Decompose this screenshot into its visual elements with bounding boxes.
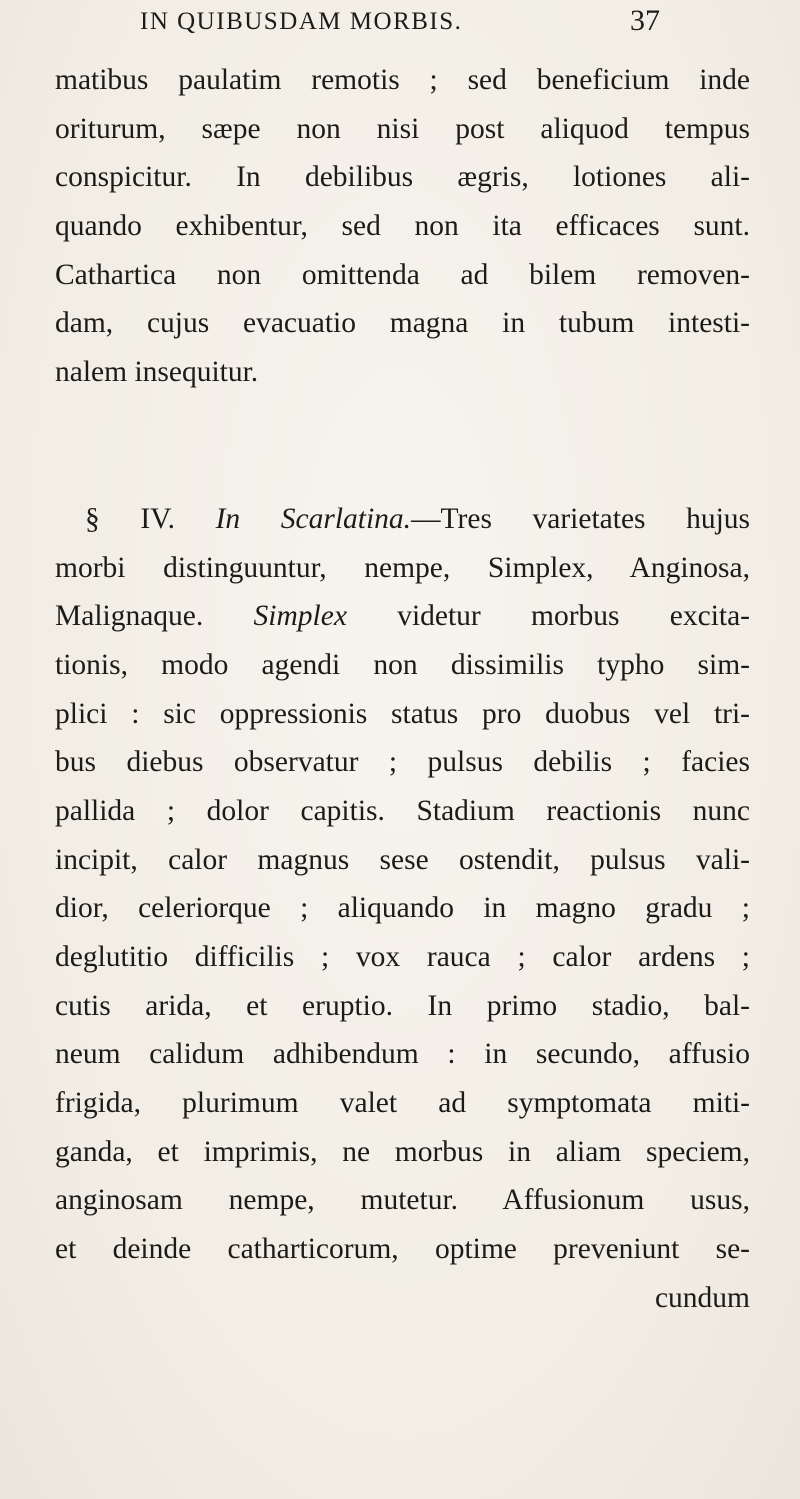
text-line: quando exhibentur, sed non ita efficaces sunt. bbox=[55, 210, 750, 243]
text-line: ganda, et imprimis, ne morbus in aliam speciem, bbox=[55, 1135, 750, 1168]
paragraph-1 bbox=[55, 56, 750, 397]
text-line bbox=[55, 592, 750, 641]
catchword: cundum bbox=[654, 1281, 750, 1314]
paragraph-2 bbox=[55, 495, 750, 1323]
text-line: oriturum, sæpe non nisi post aliquod tempus bbox=[55, 112, 750, 145]
page-number: 37 bbox=[630, 4, 660, 37]
text-line: Cathartica non omittenda ad bilem removen- bbox=[55, 258, 750, 291]
text-line: plici : sic oppressionis status pro duobus vel tri- bbox=[55, 697, 750, 730]
text-line: dam, cujus evacuatio magna in tubum intesti- bbox=[55, 307, 750, 340]
body-text bbox=[55, 56, 750, 1323]
text-span: Malignaque. bbox=[55, 600, 254, 633]
text-line: conspicitur. In debilibus ægris, lotiones ali- bbox=[55, 161, 750, 194]
text-line: incipit, calor magnus sese ostendit, pulsus vali- bbox=[55, 843, 750, 876]
text-line: nalem insequitur. bbox=[55, 356, 259, 389]
text-span: videtur morbus excita- bbox=[346, 600, 751, 633]
text-line: neum calidum adhibendum : in secundo, affusio bbox=[55, 1038, 750, 1071]
section-heading-line bbox=[55, 495, 750, 544]
running-head: IN QUIBUSDAM MORBIS. bbox=[140, 8, 463, 35]
section-first-line-text: —Tres varietates hujus bbox=[411, 502, 751, 535]
text-line: matibus paulatim remotis ; sed beneficium inde bbox=[55, 64, 750, 96]
text-line: frigida, plurimum valet ad symptomata miti- bbox=[55, 1087, 750, 1120]
text-line: tionis, modo agendi non dissimilis typho sim- bbox=[55, 648, 750, 681]
page-header bbox=[100, 4, 660, 48]
text-line: dior, celeriorque ; aliquando in magno gradu ; bbox=[55, 892, 750, 925]
paragraph-gap bbox=[55, 397, 750, 495]
text-line: cutis arida, et eruptio. In primo stadio, bal- bbox=[55, 989, 750, 1022]
text-line: morbi distinguuntur, nempe, Simplex, Anginosa, bbox=[55, 551, 750, 584]
section-mark: § IV. bbox=[85, 502, 176, 535]
text-line: et deinde catharticorum, optime preveniunt se- bbox=[55, 1233, 750, 1266]
text-line: bus diebus observatur ; pulsus debilis ; facies bbox=[55, 746, 750, 779]
text-line: deglutitio difficilis ; vox rauca ; calor ardens ; bbox=[55, 941, 750, 973]
text-line: anginosam nempe, mutetur. Affusionum usus, bbox=[55, 1184, 750, 1217]
text-line: pallida ; dolor capitis. Stadium reactionis nunc bbox=[55, 794, 750, 827]
italic-term: Simplex bbox=[253, 600, 347, 633]
section-title: In Scarlatina. bbox=[215, 502, 412, 535]
